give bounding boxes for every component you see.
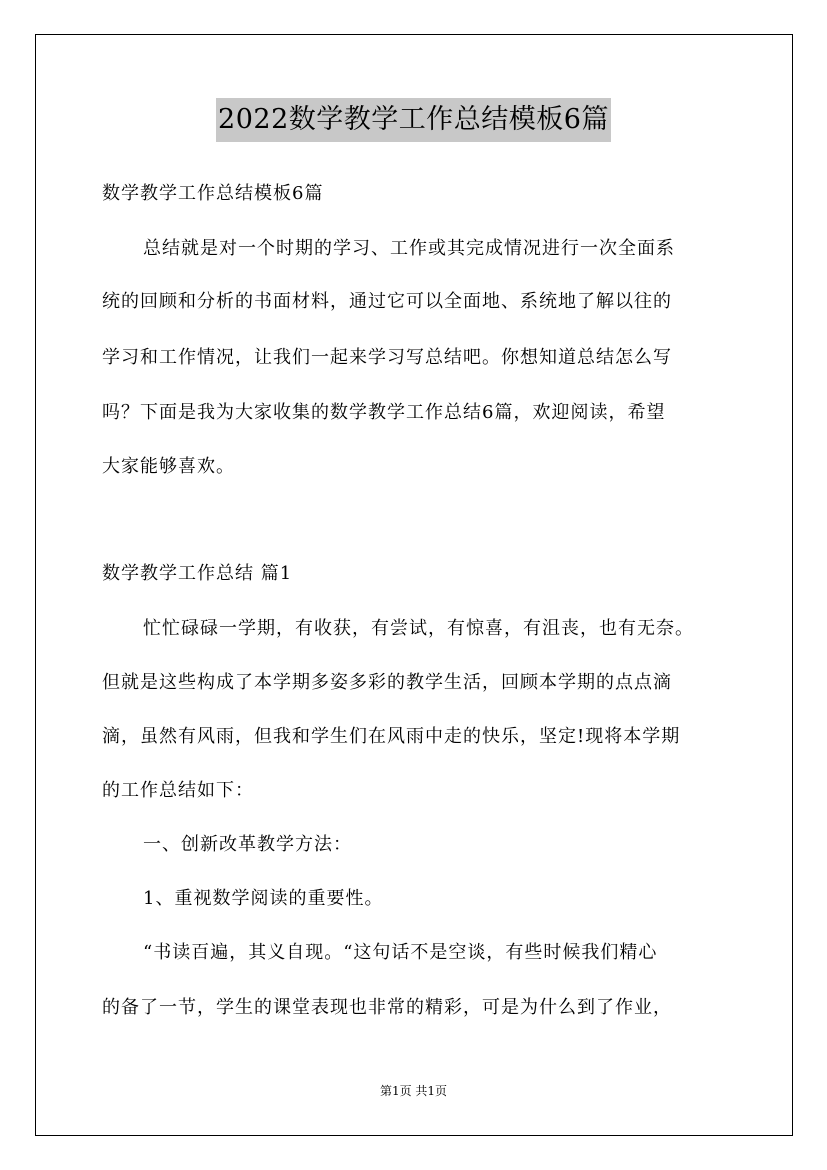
intro-line-2: 统的回顾和分析的书面材料，通过它可以全面地、系统地了解以往的 [102,291,672,312]
title-container [0,98,827,142]
intro-line-5: 大家能够喜欢。 [102,456,235,477]
subtitle: 数学教学工作总结模板6篇 [102,183,324,204]
intro-line-4: 吗？下面是我为大家收集的数学教学工作总结6篇，欢迎阅读，希望 [102,402,666,423]
body-line-8: 的备了一节，学生的课堂表现也非常的精彩，可是为什么到了作业， [102,997,672,1018]
section-heading: 数学教学工作总结 篇1 [102,563,293,584]
body-line-5: 一、创新改革教学方法： [143,834,352,855]
body-line-3: 滴，虽然有风雨，但我和学生们在风雨中走的快乐，坚定!现将本学期 [102,726,681,747]
body-line-4: 的工作总结如下： [102,780,254,801]
page-number: 第1页 共1页 [379,1084,448,1098]
document-title: 2022数学教学工作总结模板6篇 [216,98,611,142]
body-line-1: 忙忙碌碌一学期，有收获，有尝试，有惊喜，有沮丧，也有无奈。 [143,618,694,639]
body-line-6: 1、重视数学阅读的重要性。 [143,888,384,909]
intro-line-3: 学习和工作情况，让我们一起来学习写总结吧。你想知道总结怎么写 [102,347,672,368]
body-line-2: 但就是这些构成了本学期多姿多彩的教学生活，回顾本学期的点点滴 [102,672,672,693]
body-line-7: “书读百遍，其义自现。“这句话不是空谈，有些时候我们精心 [143,942,658,963]
intro-line-1: 总结就是对一个时期的学习、工作或其完成情况进行一次全面系 [143,238,675,259]
